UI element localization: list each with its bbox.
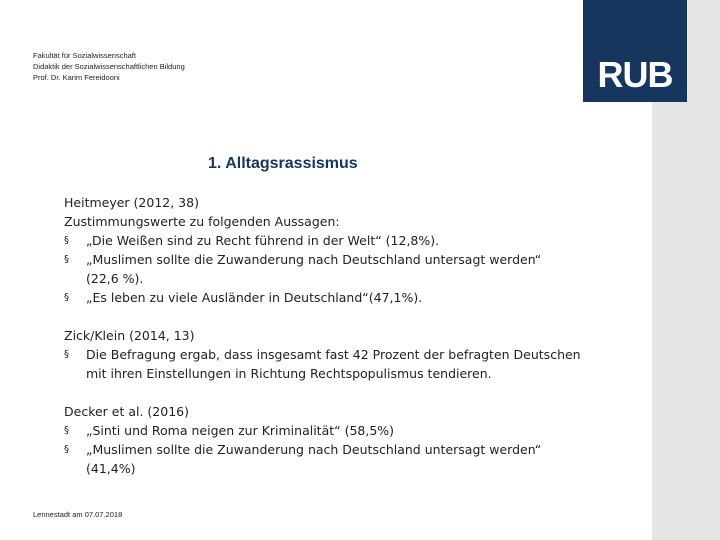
source-block	[64, 326, 624, 383]
bullet-marker: §	[64, 425, 69, 436]
bullet-text-line: „Muslimen sollte die Zuwanderung nach Deutschland untersagt werden“	[86, 252, 542, 267]
bullet-text-line: „Sinti und Roma neigen zur Kriminalität“ (58,5%)	[86, 423, 395, 438]
source-block	[64, 402, 624, 478]
slide-content	[64, 193, 624, 497]
bullet-text	[86, 288, 422, 307]
source-citation: Decker et al. (2016)	[64, 404, 189, 419]
bullet-text-line: (41,4%)	[86, 461, 136, 476]
bullet-text-line: „Es leben zu viele Ausländer in Deutschland“(47,1%).	[86, 290, 423, 305]
header-line-professor: Prof. Dr. Karim Fereidooni	[33, 73, 120, 82]
source-citation: Heitmeyer (2012, 38)	[64, 195, 199, 210]
bullet-marker: §	[64, 235, 69, 246]
bullet-text	[86, 250, 541, 288]
rub-logo	[583, 0, 687, 102]
header-line-department: Didaktik der Sozialwissenschaftlichen Bildung	[33, 62, 185, 71]
faculty-header	[33, 50, 185, 83]
bullet-text-line: mit ihren Einstellungen in Richtung Rechtspopulismus tendieren.	[86, 366, 492, 381]
bullet-text	[86, 440, 541, 478]
logo-text: RUB	[597, 54, 673, 95]
bullet-text-line: Die Befragung ergab, dass insgesamt fast 42 Prozent der befragten Deutschen	[86, 347, 581, 362]
bullet-marker: §	[64, 349, 69, 360]
bullet-text	[86, 345, 581, 383]
slide-title: 1. Alltagsrassismus	[208, 155, 358, 172]
bullet-marker: §	[64, 292, 69, 303]
footer-text: Lennestadt am 07.07.2018	[33, 510, 123, 519]
source-intro: Zustimmungswerte zu folgenden Aussagen:	[64, 214, 340, 229]
bullet-text	[86, 421, 394, 440]
bullet-item	[64, 231, 624, 250]
bullet-item	[64, 345, 624, 383]
bullet-item	[64, 440, 624, 478]
bullet-marker: §	[64, 444, 69, 455]
bullet-text-line: „Muslimen sollte die Zuwanderung nach Deutschland untersagt werden“	[86, 442, 542, 457]
source-block	[64, 193, 624, 307]
bullet-item	[64, 250, 624, 288]
bullet-text-line: (22,6 %).	[86, 271, 144, 286]
bullet-item	[64, 288, 624, 307]
bullet-item	[64, 421, 624, 440]
bullet-text	[86, 231, 439, 250]
bullet-text-line: „Die Weißen sind zu Recht führend in der Welt“ (12,8%).	[86, 233, 440, 248]
header-line-faculty: Fakultät für Sozialwissenschaft	[33, 51, 136, 60]
source-citation: Zick/Klein (2014, 13)	[64, 328, 195, 343]
bullet-marker: §	[64, 254, 69, 265]
